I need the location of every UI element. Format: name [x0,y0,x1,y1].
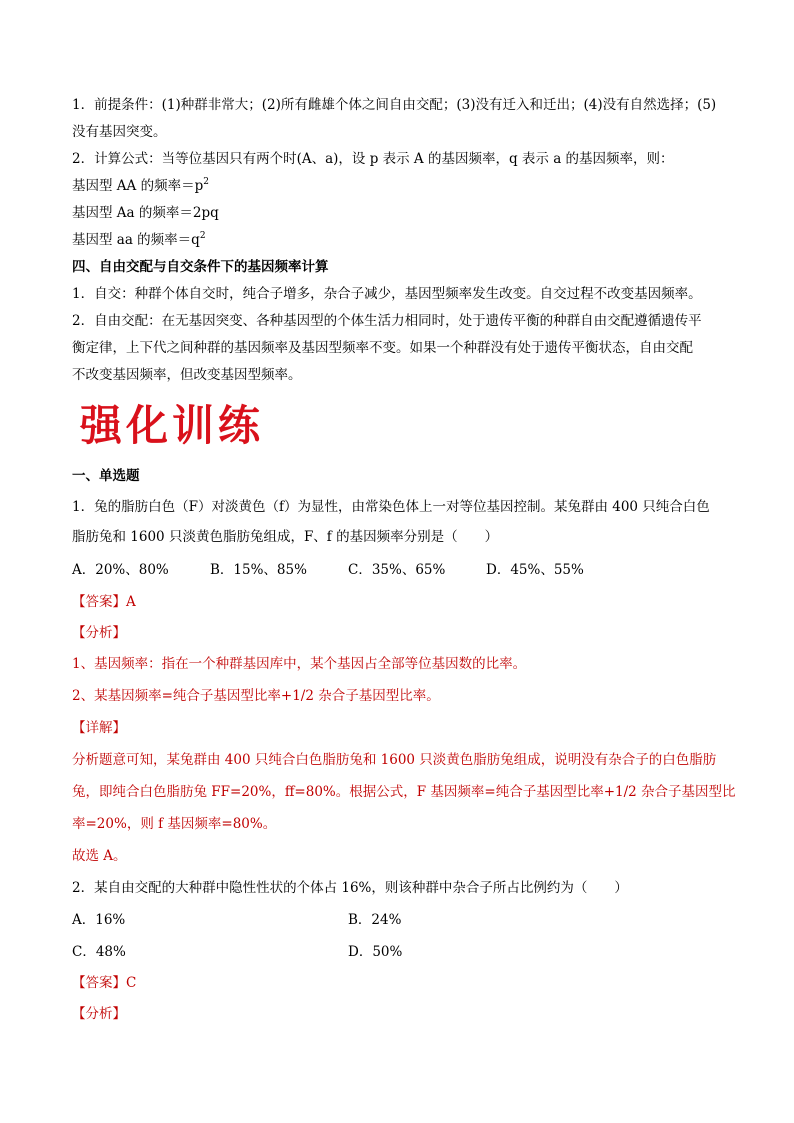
formula-AA [72,176,209,196]
formula-aa [72,230,206,250]
q1-stem-line-1: 1．兔的脂肪白色（F）对淡黄色（f）为显性，由常染色体上一对等位基因控制。某兔群由 400 只纯合白色 [72,499,710,515]
formula-aa-exponent: 2 [199,231,206,241]
q1-detail-line-1: 分析题意可知，某兔群由 400 只纯合白色脂肪兔和 1600 只淡黄色脂肪兔组成，说明没有杂合子的白色脂肪 [72,752,717,768]
q1-analysis-line-1: 1、基因频率：指在一个种群基因库中，某个基因占全部等位基因数的比率。 [72,656,527,672]
q1-analysis-label: 【分析】 [72,625,126,641]
formula-AA-text: 基因型 AA 的频率＝p [72,178,204,194]
q1-detail-label: 【详解】 [72,720,126,736]
q2-analysis-label: 【分析】 [72,1006,126,1022]
q1-answer: 【答案】A [72,594,136,610]
formula-intro: 2．计算公式：当等位基因只有两个时(A、a)，设 p 表示 A 的基因频率，q 表示 a 的基因频率，则： [72,151,674,167]
formula-AA-exponent: 2 [203,177,209,187]
practice-banner-title: 强化训练 [80,401,265,450]
q2-stem: 2．某自由交配的大种群中隐性性状的个体占 16%，则该种群中杂合子所占比例约为（ ） [72,880,628,896]
condition-line-1: 1．前提条件：(1)种群非常大；(2)所有雌雄个体之间自由交配；(3)没有迁入和迁出；(4)没有自然选择；(5) [72,97,717,113]
random-mating-line-1: 2．自由交配：在无基因突变、各种基因型的个体生活力相同时，处于遗传平衡的种群自由交配遵循遗传平 [72,313,702,329]
part-heading: 一、单选题 [72,468,140,484]
q2-option-c: C．48% [72,944,126,960]
formula-aa-text: 基因型 aa 的频率＝q [72,232,200,248]
formula-Aa: 基因型 Aa 的频率＝2pq [72,205,219,221]
q2-option-d: D．50% [348,944,403,960]
q1-detail-line-3: 率=20%，则 f 基因频率=80%。 [72,816,277,832]
q1-stem-line-2: 脂肪兔和 1600 只淡黄色脂肪兔组成，F、f 的基因频率分别是（ ） [72,529,499,545]
q1-option-b: B．15%、85% [210,562,307,578]
section-heading: 四、自由交配与自交条件下的基因频率计算 [72,259,329,275]
q1-conclusion: 故选 A。 [72,848,127,864]
condition-line-2: 没有基因突变。 [72,124,167,140]
q2-option-b: B．24% [348,912,402,928]
selfing-line: 1．自交：种群个体自交时，纯合子增多，杂合子减少，基因型频率发生改变。自交过程不改变基因频率。 [72,286,702,302]
q1-option-a: A．20%、80% [72,562,169,578]
q1-detail-line-2: 兔，即纯合白色脂肪兔 FF=20%，ff=80%。根据公式，F 基因频率=纯合子基因型比率+1/2 杂合子基因型比 [72,784,736,800]
q1-option-c: C．35%、65% [348,562,446,578]
q1-analysis-line-2: 2、某基因频率=纯合子基因型比率+1/2 杂合子基因型比率。 [72,688,440,704]
random-mating-line-2: 衡定律，上下代之间种群的基因频率及基因型频率不变。如果一个种群没有处于遗传平衡状态，自由交配 [72,340,693,356]
q2-answer: 【答案】C [72,975,137,991]
q2-option-a: A．16% [72,912,126,928]
q1-option-d: D．45%、55% [486,562,584,578]
random-mating-line-3: 不改变基因频率，但改变基因型频率。 [72,367,302,383]
